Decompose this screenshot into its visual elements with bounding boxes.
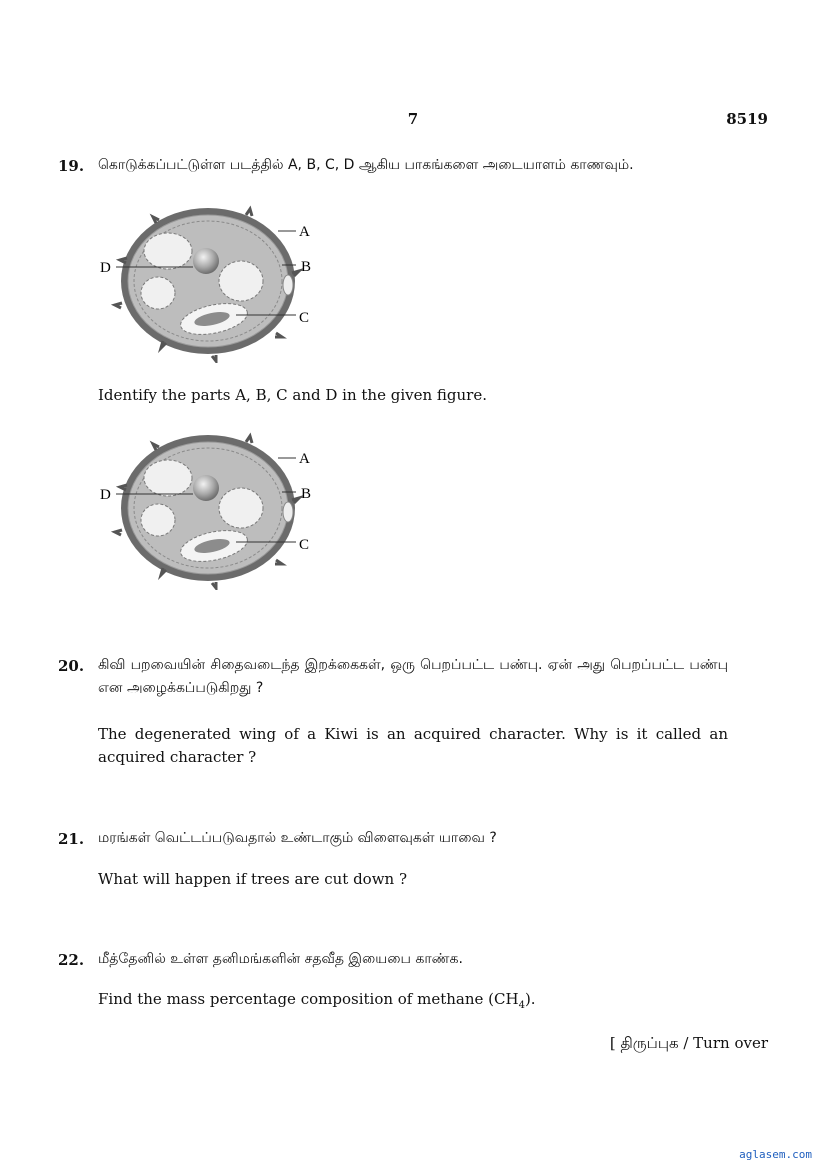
plant-cell-figure (96, 430, 336, 590)
question-number: 21. (58, 830, 85, 848)
nucleus-shape (193, 248, 219, 274)
turn-over-note: [ திருப்புக / Turn over (609, 1034, 768, 1052)
label-b: B (301, 486, 312, 502)
methane-subscript: 4 (518, 1000, 525, 1011)
paper-code: 8519 (726, 110, 768, 128)
question-text-english (98, 988, 728, 1017)
question-number: 19. (58, 157, 85, 175)
question-text-tamil: கொடுக்கப்பட்டுள்ள படத்தில் A, B, C, D ஆகிய பாகங்களை அடையாளம் காணவும். (98, 157, 634, 173)
question-text-tamil: கிவி பறவையின் சிதைவடைந்த இறக்கைகள், ஒரு பெறப்பட்ட பண்பு. ஏன் அது பெறப்பட்ட பண்பு என அழைக்கப்படுகிறது ? (98, 657, 728, 696)
plant-cell-figure (96, 203, 336, 363)
page-number: 7 (407, 110, 419, 128)
question-text-english: Identify the parts A, B, C and D in the given figure. (98, 386, 487, 404)
watermark: aglasem.com (739, 1148, 812, 1161)
methane-text: Find the mass percentage composition of methane (CH (98, 990, 519, 1008)
label-b: B (301, 259, 312, 275)
nucleus-shape (193, 475, 219, 501)
question-number: 22. (58, 951, 85, 969)
label-d: D (100, 487, 111, 503)
question-number: 20. (58, 657, 85, 675)
label-d: D (100, 260, 111, 276)
label-c: C (299, 310, 310, 326)
question-text-tamil: மீத்தேனில் உள்ள தனிமங்களின் சதவீத இயைபை காண்க. (98, 951, 463, 967)
question-text-english: What will happen if trees are cut down ? (98, 870, 408, 888)
label-c: C (299, 537, 310, 553)
question-text-english: The degenerated wing of a Kiwi is an acquired character. Why is it called an acquired character ? (98, 725, 728, 766)
label-a: A (299, 224, 310, 240)
label-a: A (299, 451, 310, 467)
methane-text-end: ). (524, 990, 536, 1008)
question-text-tamil: மரங்கள் வெட்டப்படுவதால் உண்டாகும் விளைவுகள் யாவை ? (98, 830, 497, 846)
